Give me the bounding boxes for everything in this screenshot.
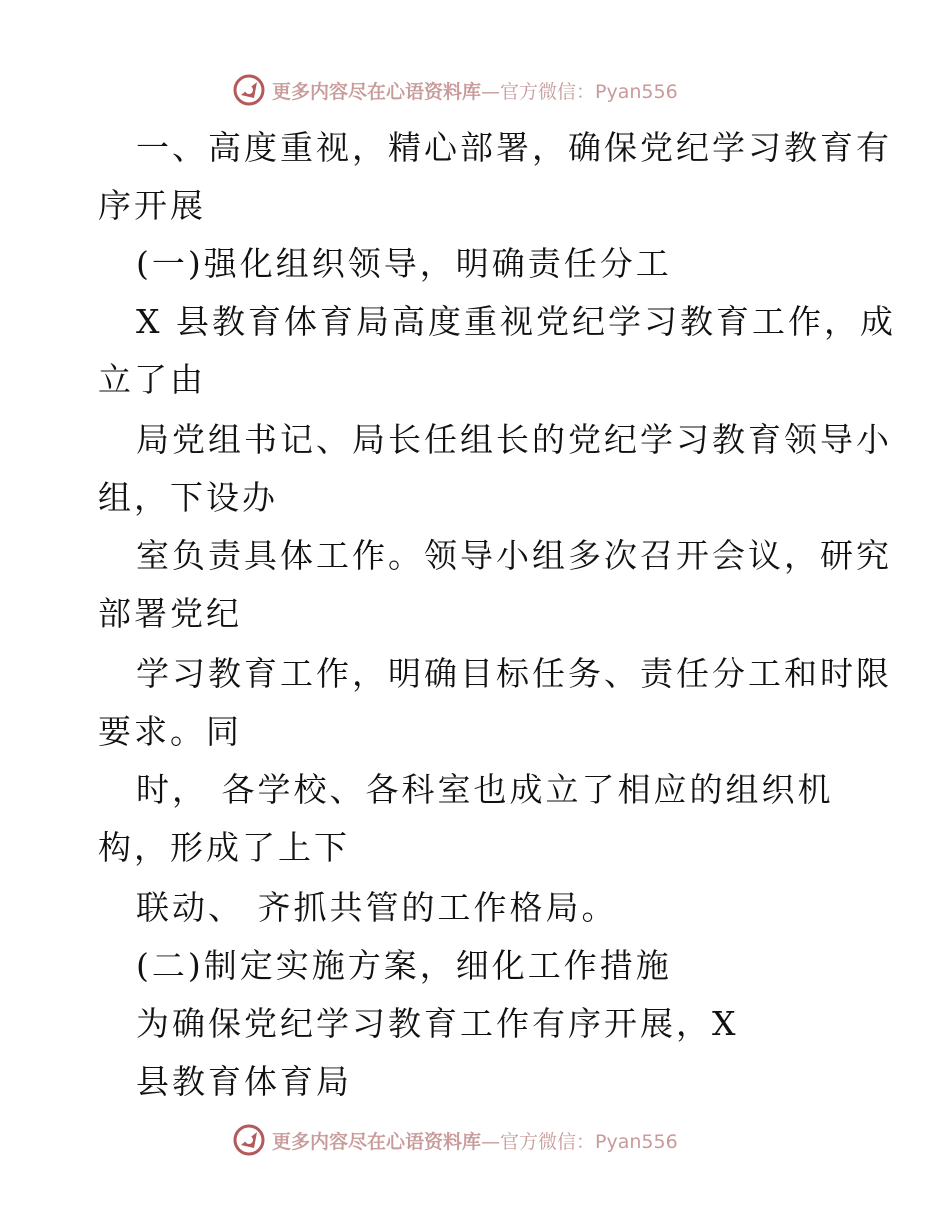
- logo-icon: [232, 73, 266, 107]
- subheading-line: (一)强化组织领导，明确责任分工: [136, 244, 672, 283]
- text-line: 室负责具体工作。领导小组多次召开会议，研究: [136, 536, 892, 575]
- text-line: X 县教育体育局高度重视党纪学习教育工作，成: [136, 302, 896, 341]
- text-line: 立了由: [98, 360, 206, 399]
- heading-line: 一、高度重视，精心部署，确保党纪学习教育有: [136, 128, 892, 167]
- text-line: 时， 各学校、各科室也成立了相应的组织机: [136, 770, 834, 809]
- text-line: 联动、 齐抓共管的工作格局。: [136, 888, 618, 927]
- text-line: 学习教育工作，明确目标任务、责任分工和时限: [136, 654, 892, 693]
- text-line: 部署党纪: [98, 594, 242, 633]
- text-line: 县教育体育局: [136, 1062, 352, 1101]
- text-line: 为确保党纪学习教育工作有序开展，X: [136, 1004, 739, 1043]
- banner-contact-text: —官方微信：Pyan556: [481, 80, 678, 103]
- logo-icon: [232, 1123, 266, 1157]
- footer-watermark-banner: [232, 1120, 712, 1160]
- banner-contact-text: —官方微信：Pyan556: [481, 1130, 678, 1153]
- header-watermark-banner: [232, 70, 712, 110]
- text-line: 要求。同: [98, 712, 242, 751]
- text-line: 局党组书记、局长任组长的党纪学习教育领导小: [136, 420, 892, 459]
- banner-main-text: 更多内容尽在心语资料库: [272, 1130, 482, 1153]
- text-line: 构，形成了上下: [98, 828, 350, 867]
- text-line: 序开展: [98, 186, 206, 225]
- text-line: 组，下设办: [98, 478, 278, 517]
- subheading-line: (二)制定实施方案，细化工作措施: [136, 946, 672, 985]
- banner-main-text: 更多内容尽在心语资料库: [272, 80, 482, 103]
